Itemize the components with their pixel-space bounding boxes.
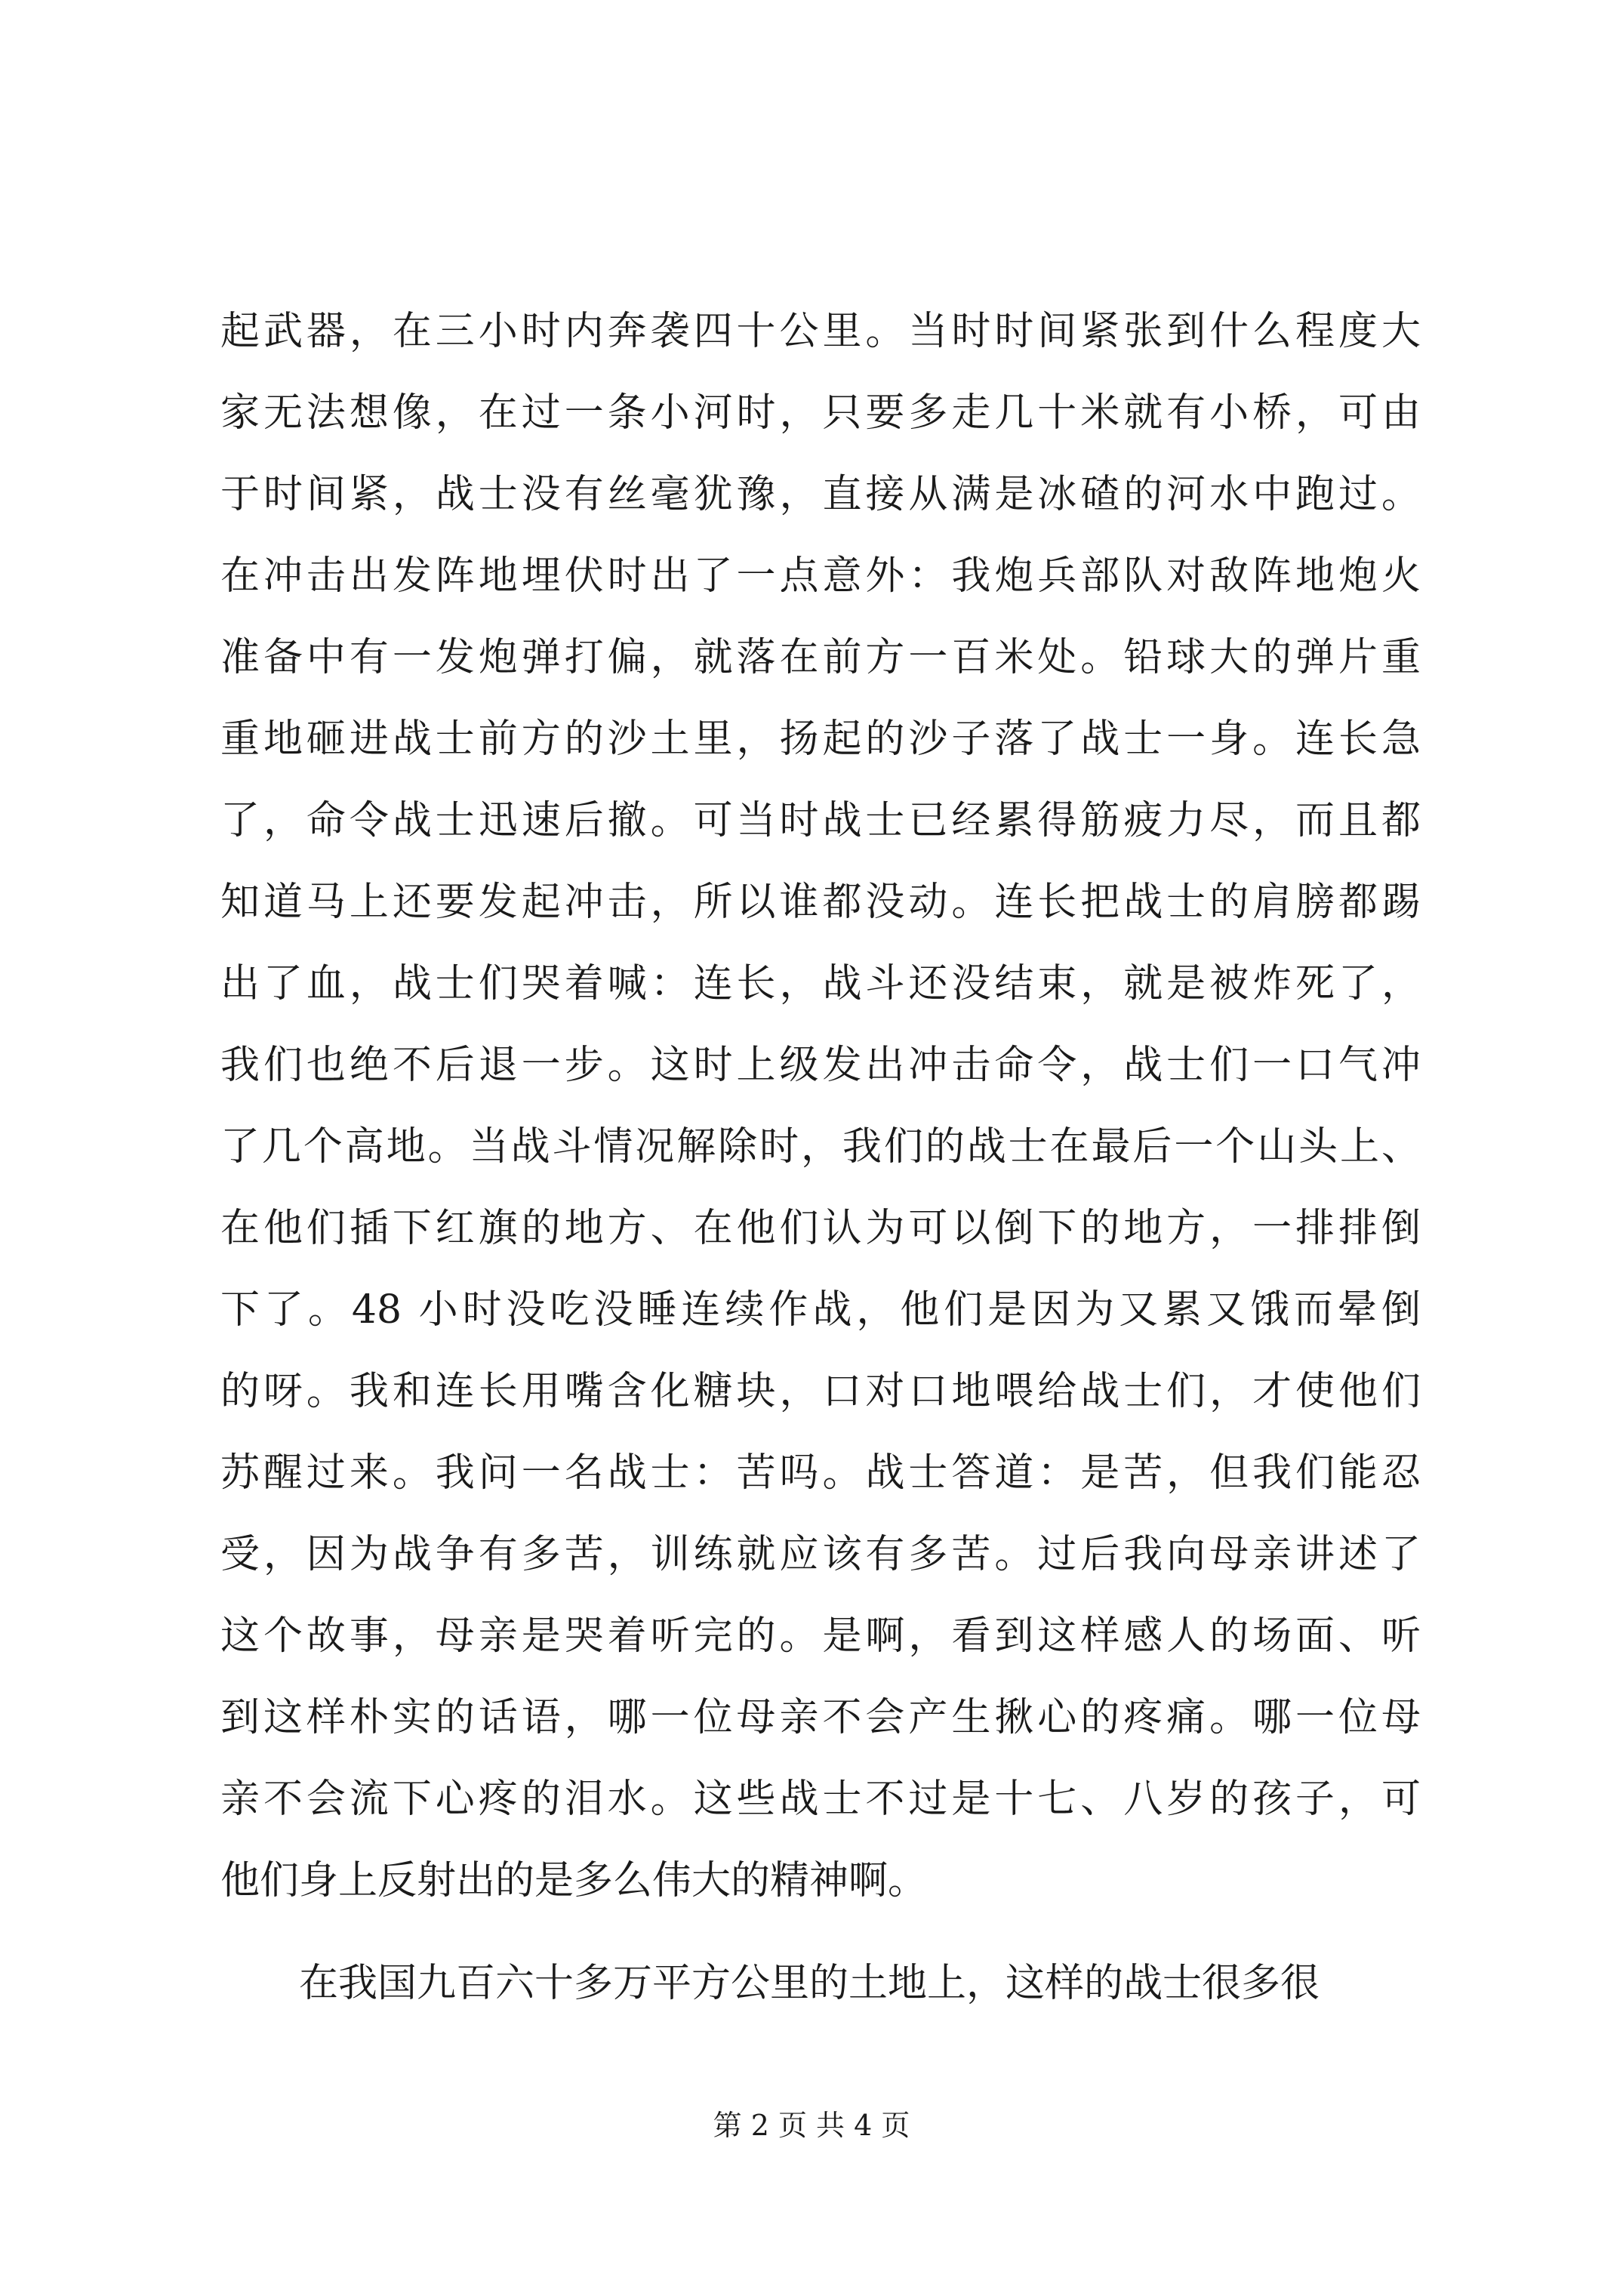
- text-line: 苏醒过来。我问一名战士：苦吗。战士答道：是苦，但我们能忍: [220, 1450, 1421, 1496]
- text-line: 于时间紧，战士没有丝毫犹豫，直接从满是冰碴的河水中跑过。: [220, 472, 1421, 517]
- text-line: 到这样朴实的话语，哪一位母亲不会产生揪心的疼痛。哪一位母: [220, 1695, 1421, 1740]
- text-line: 了，命令战士迅速后撤。可当时战士已经累得筋疲力尽，而且都: [220, 798, 1421, 843]
- text-line: 亲不会流下心疼的泪水。这些战士不过是十七、八岁的孩子，可: [220, 1777, 1421, 1822]
- text-line: 家无法想像，在过一条小河时，只要多走几十米就有小桥，可由: [220, 390, 1421, 436]
- text-line: 这个故事，母亲是哭着听完的。是啊，看到这样感人的场面、听: [220, 1613, 1421, 1659]
- next-paragraph-first-line: 在我国九百六十多万平方公里的土地上，这样的战士很多很: [299, 1961, 1320, 2006]
- paragraph-last-line: 他们身上反射出的是多么伟大的精神啊。: [220, 1858, 928, 1903]
- text-line: 出了血，战士们哭着喊：连长，战斗还没结束，就是被炸死了，: [220, 961, 1421, 1006]
- page-number: 第 2 页 共 4 页: [713, 2109, 910, 2142]
- text-line: 的呀。我和连长用嘴含化糖块，口对口地喂给战士们，才使他们: [220, 1369, 1421, 1414]
- body-text: [220, 291, 1421, 2024]
- text-line: 在他们插下红旗的地方、在他们认为可以倒下的地方，一排排倒: [220, 1206, 1421, 1251]
- text-line: 重地砸进战士前方的沙土里，扬起的沙子落了战士一身。连长急: [220, 717, 1421, 762]
- text-line: 准备中有一发炮弹打偏，就落在前方一百米处。铅球大的弹片重: [220, 635, 1421, 680]
- text-line: 我们也绝不后退一步。这时上级发出冲击命令，战士们一口气冲: [220, 1043, 1421, 1088]
- page-footer: [0, 2106, 1623, 2144]
- text-line: 受，因为战争有多苦，训练就应该有多苦。过后我向母亲讲述了: [220, 1532, 1421, 1577]
- text-line: 知道马上还要发起冲击，所以谁都没动。连长把战士的肩膀都踢: [220, 880, 1421, 925]
- text-line: 在冲击出发阵地埋伏时出了一点意外：我炮兵部队对敌阵地炮火: [220, 553, 1421, 599]
- text-line: 了几个高地。当战斗情况解除时，我们的战士在最后一个山头上、: [220, 1124, 1421, 1170]
- text-line: 下了。48 小时没吃没睡连续作战，他们是因为又累又饿而晕倒: [220, 1287, 1421, 1333]
- text-line: 起武器，在三小时内奔袭四十公里。当时时间紧张到什么程度大: [220, 309, 1421, 354]
